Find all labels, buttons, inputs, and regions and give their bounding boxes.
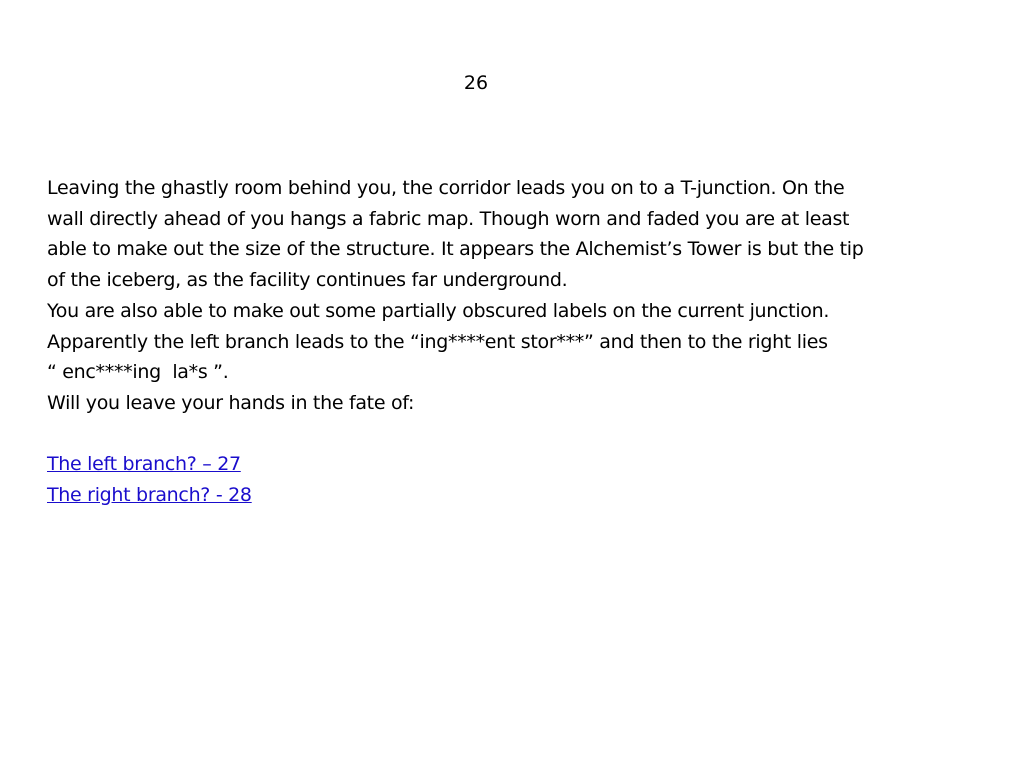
story-line: Leaving the ghastly room behind you, the corridor leads you on to a T-junction. On the — [47, 177, 845, 199]
story-line: You are also able to make out some partially obscured labels on the current junction. — [47, 299, 830, 322]
story-line: “ enc****ing la*s ”. — [47, 361, 229, 384]
story-text — [47, 173, 982, 511]
choice-left-row — [47, 449, 982, 480]
story-line: wall directly ahead of you hangs a fabric map. Though worn and faded you are at least — [47, 207, 850, 230]
choice-right-row — [47, 480, 982, 511]
story-line: Apparently the left branch leads to the “ing****ent stor***” and then to the right lies — [47, 330, 828, 353]
story-line: of the iceberg, as the facility continues far underground. — [47, 269, 568, 292]
choice-left-branch-link[interactable]: The left branch? – 27 — [47, 453, 241, 476]
story-line: Will you leave your hands in the fate of: — [47, 391, 415, 414]
story-line: able to make out the size of the structure. It appears the Alchemist’s Tower is but the tip — [47, 238, 864, 261]
page-number: 26 — [463, 72, 489, 94]
choice-right-branch-link[interactable]: The right branch? - 28 — [47, 484, 252, 507]
paragraph-gap — [47, 419, 982, 450]
